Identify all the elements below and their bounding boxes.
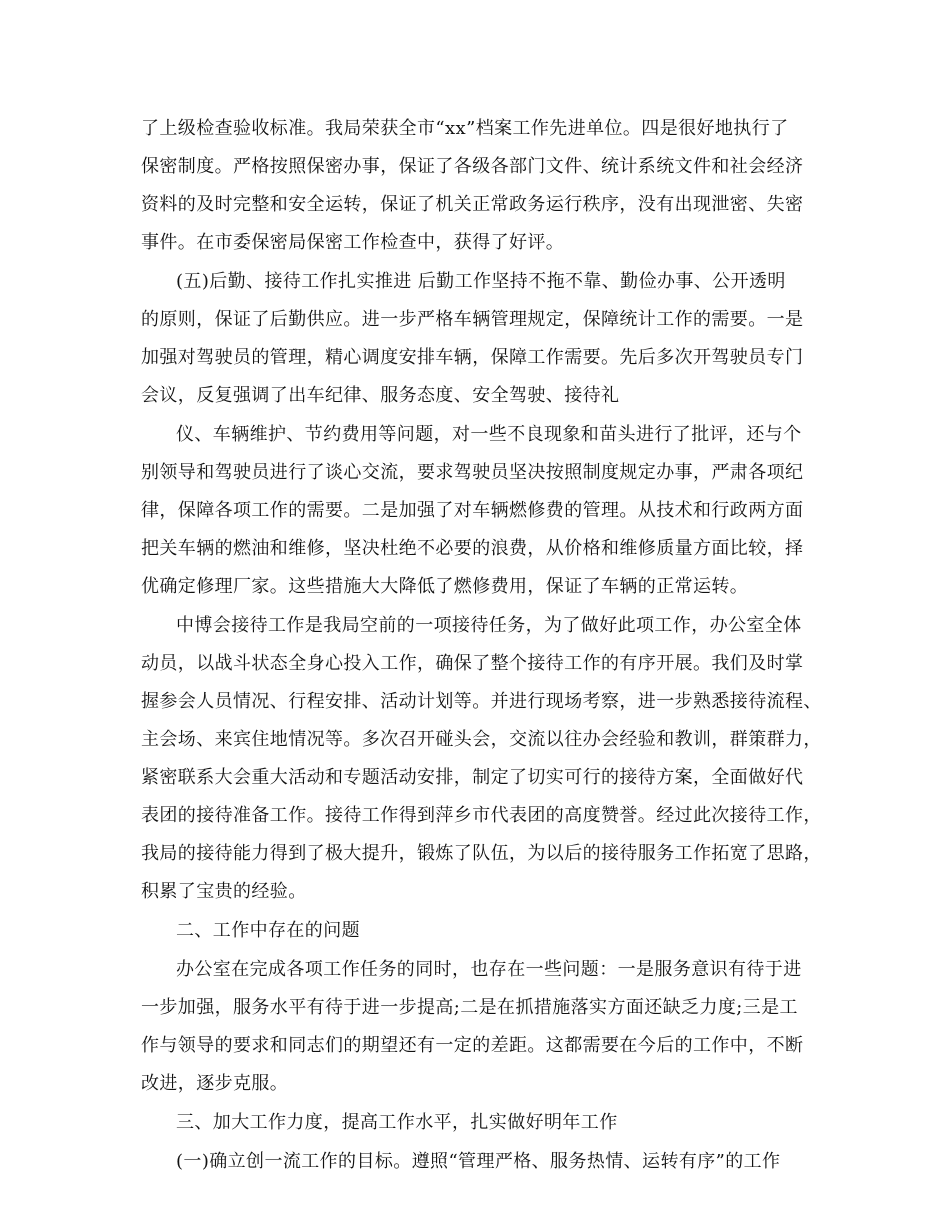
text-line: 别领导和驾驶员进行了谈心交流，要求驾驶员坚决按照制度规定办事，严肃各项纪 (141, 462, 804, 483)
text-line: 加强对驾驶员的管理，精心调度安排车辆，保障工作需要。先后多次开驾驶员专门 (141, 347, 804, 368)
text-line: 了上级检查验收标准。我局荣获全市“xx”档案工作先进单位。四是很好地执行了 (141, 118, 789, 139)
text-line: 我局的接待能力得到了极大提升，锻炼了队伍，为以后的接待服务工作拓宽了思路， (141, 843, 822, 864)
text-line: 表团的接待准备工作。接待工作得到萍乡市代表团的高度赞誉。经过此次接待工作， (141, 805, 822, 826)
text-line: (一)确立创一流工作的目标。遵照“管理严格、服务热情、运转有序”的工作 (176, 1151, 781, 1172)
text-line: 律，保障各项工作的需要。二是加强了对车辆燃修费的管理。从技术和行政两方面 (141, 500, 804, 521)
text-line: 握参会人员情况、行程安排、活动计划等。并进行现场考察，进一步熟悉接待流程、 (141, 691, 822, 712)
text-line: 中博会接待工作是我局空前的一项接待任务，为了做好此项工作，办公室全体 (176, 615, 802, 636)
text-line: 资料的及时完整和安全运转，保证了机关正常政务运行秩序，没有出现泄密、失密 (141, 194, 804, 215)
text-line: 的原则，保证了后勤供应。进一步严格车辆管理规定，保障统计工作的需要。一是 (141, 309, 804, 330)
text-line: 积累了宝贵的经验。 (141, 881, 307, 902)
text-line: 保密制度。严格按照保密办事，保证了各级各部门文件、统计系统文件和社会经济 (141, 156, 804, 177)
text-line: 改进，逐步克服。 (141, 1073, 289, 1094)
text-line: 仪、车辆维护、节约费用等问题，对一些不良现象和苗头进行了批评，还与个 (176, 424, 802, 445)
text-line: 事件。在市委保密局保密工作检查中，获得了好评。 (141, 232, 565, 253)
text-line: 把关车辆的燃油和维修，坚决杜绝不必要的浪费，从价格和维修质量方面比较，择 (141, 538, 804, 559)
text-line: 一步加强，服务水平有待于进一步提高;二是在抓措施落实方面还缺乏力度;三是工 (141, 997, 798, 1018)
section-heading: 三、加大工作力度，提高工作水平，扎实做好明年工作 (176, 1112, 618, 1133)
text-line: 会议，反复强调了出车纪律、服务态度、安全驾驶、接待礼 (141, 385, 620, 406)
text-line: 紧密联系大会重大活动和专题活动安排，制定了切实可行的接待方案，全面做好代 (141, 767, 804, 788)
section-heading: 二、工作中存在的问题 (176, 920, 360, 941)
paragraph-heading: (五)后勤、接待工作扎实推进 后勤工作坚持不拖不靠、勤俭办事、公开透明 (176, 271, 786, 292)
text-line: 办公室在完成各项工作任务的同时，也存在一些问题：一是服务意识有待于进 (176, 959, 802, 980)
text-line: 优确定修理厂家。这些措施大大降低了燃修费用，保证了车辆的正常运转。 (141, 576, 749, 597)
text-line: 作与领导的要求和同志们的期望还有一定的差距。这都需要在今后的工作中，不断 (141, 1035, 804, 1056)
text-line: 主会场、来宾住地情况等。多次召开碰头会，交流以往办会经验和教训，群策群力， (141, 729, 822, 750)
text-line: 动员，以战斗状态全身心投入工作，确保了整个接待工作的有序开展。我们及时掌 (141, 653, 804, 674)
